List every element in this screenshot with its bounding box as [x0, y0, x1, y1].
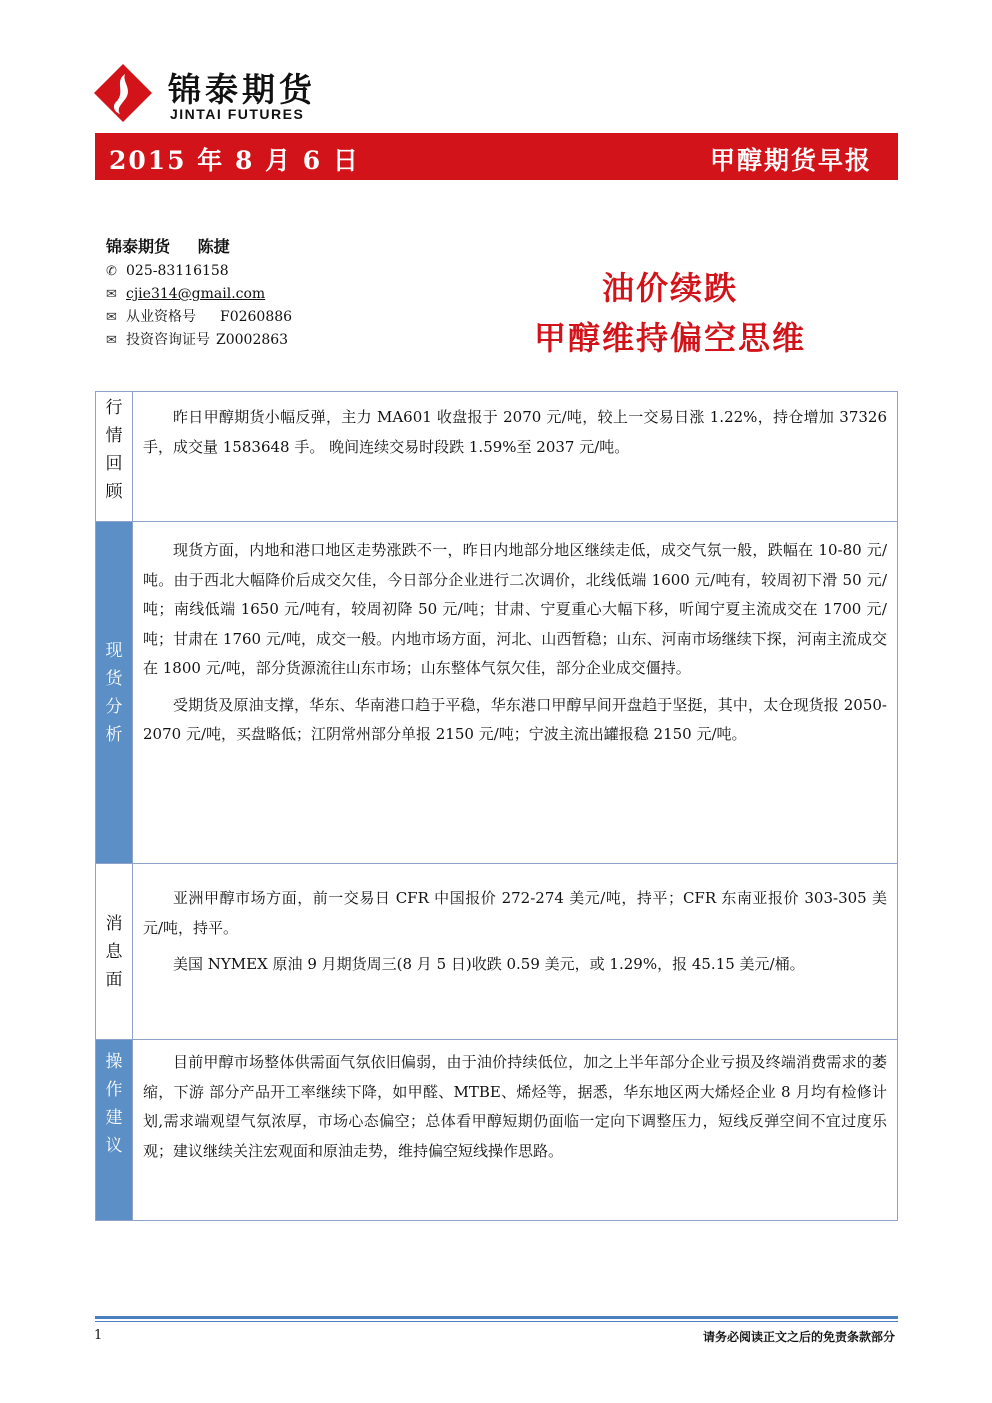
section-market-review [96, 392, 897, 521]
disclaimer-note: 请务必阅读正文之后的免责条款部分 [702, 1330, 895, 1344]
license-label: 从业资格号 [126, 309, 196, 325]
mail-icon: ✉ [106, 287, 117, 302]
company-name: 锦泰期货 [106, 237, 171, 256]
report-headline [470, 263, 870, 359]
company-logo [92, 62, 362, 124]
section-body [133, 522, 897, 863]
label-char: 行 [105, 398, 123, 418]
label-char: 面 [105, 969, 123, 990]
header-banner [95, 133, 898, 180]
section-body [133, 1040, 897, 1220]
logo-name-en: JINTAI FUTURES [170, 106, 305, 122]
mail-icon: ✉ [106, 333, 117, 348]
section-body [133, 864, 897, 1039]
phone-row [106, 260, 426, 283]
section-body [133, 392, 897, 521]
email-row [106, 283, 426, 306]
paragraph: 昨日甲醇期货小幅反弹，主力 MA601 收盘报于 2070 元/吨，较上一交易日涨 1.22%，持仓增加 37326 手，成交量 1583648 手。 晚间连续交易时段跌 1.59%至 2037 元/吨。 [143, 408, 887, 456]
footer-rule [95, 1316, 898, 1319]
label-char: 货 [105, 668, 123, 689]
logo-name-cn: 锦泰期货 [168, 70, 316, 109]
headline-line-1: 油价续跌 [601, 269, 738, 307]
paragraph: 美国 NYMEX 原油 9 月期货周三(8 月 5 日)收跌 0.59 美元，或 1.29%，报 45.15 美元/桶。 [173, 955, 805, 973]
paragraph: 现货方面，内地和港口地区走势涨跌不一，昨日内地部分地区继续走低，成交气氛一般，跌幅在 10-80 元/吨。由于西北大幅降价后成交欠佳，今日部分企业进行二次调价，北线低端 1600 元/吨有，较周初下滑 50 元/吨；南线低端 1650 元/吨有，较周初降 50 元/吨；甘肃、宁夏重心大幅下移，听闻宁夏主流成交在 1700 元/吨；甘肃在 1760 元/吨，成交一般。内地市场方面，河北、山西暂稳；山东、河南市场继续下探，河南主流成交在 1800 元/吨，部分货源流往山东市场；山东整体气氛欠佳，部分企业成交僵持。 [143, 541, 887, 677]
advisory-label: 投资咨询证号 [126, 332, 210, 348]
paragraph: 目前甲醇市场整体供需面气氛依旧偏弱，由于油价持续低位，加之上半年部分企业亏损及终端消费需求的萎缩，下游 部分产品开工率继续下降，如甲醛、MTBE、烯烃等，据悉，华东地区两大烯烃企业 8 月均有检修计划,需求端观望气氛浓厚，市场心态偏空；总体看甲醇短期仍面临一定向下调整压力，短线反弹空间不宜过度乐观；建议继续关注宏观面和原油走势，维持偏空短线操作思路。 [143, 1053, 887, 1160]
label-char: 作 [105, 1080, 123, 1100]
label-char: 分 [105, 696, 123, 717]
mail-icon: ✉ [106, 310, 117, 325]
analyst-name: 陈捷 [197, 237, 230, 256]
label-char: 现 [105, 640, 123, 661]
license-value: F0260886 [220, 309, 293, 325]
section-spot-analysis [96, 521, 897, 863]
analyst-name-line [106, 234, 426, 260]
label-char: 析 [105, 724, 123, 745]
section-label [96, 522, 133, 863]
advisory-row [106, 329, 426, 352]
label-char: 操 [105, 1052, 123, 1072]
report-type-title: 甲醇期货早报 [709, 146, 872, 175]
logo-mark-icon [92, 62, 154, 124]
section-label [96, 392, 133, 521]
label-char: 议 [105, 1136, 123, 1156]
headline-line-2: 甲醇维持偏空思维 [533, 319, 806, 357]
section-trading-advice [96, 1039, 897, 1220]
page-number: 1 [94, 1328, 103, 1343]
email-link[interactable]: cjie314@gmail.com [126, 286, 266, 302]
section-label [96, 1040, 133, 1220]
label-char: 消 [105, 913, 123, 934]
phone-number: 025-83116158 [126, 263, 229, 279]
footer-rule-thin [95, 1321, 898, 1322]
label-char: 回 [105, 454, 123, 474]
label-char: 情 [105, 426, 123, 446]
analyst-contact [106, 234, 426, 352]
advisory-value: Z0002863 [216, 332, 289, 348]
phone-icon: ✆ [106, 264, 117, 279]
paragraph: 受期货及原油支撑，华东、华南港口趋于平稳，华东港口甲醇早间开盘趋于坚挺，其中，太仓现货报 2050-2070 元/吨，买盘略低；江阴常州部分单报 2150 元/吨；宁波主流出罐报稳 2150 元/吨。 [143, 695, 887, 743]
label-char: 建 [105, 1108, 123, 1128]
license-row [106, 306, 426, 329]
paragraph: 亚洲甲醇市场方面，前一交易日 CFR 中国报价 272-274 美元/吨，持平；CFR 东南亚报价 303-305 美元/吨，持平。 [143, 889, 887, 937]
label-char: 息 [105, 941, 123, 962]
section-label [96, 864, 133, 1039]
report-table [95, 391, 898, 1221]
label-char: 顾 [105, 482, 123, 502]
section-news [96, 863, 897, 1039]
report-date: 2015 年 8 月 6 日 [109, 146, 360, 175]
